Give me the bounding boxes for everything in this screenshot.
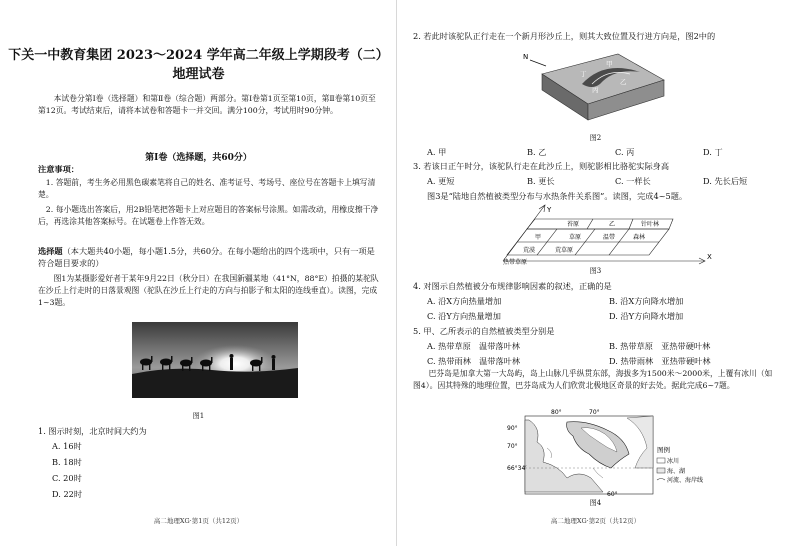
q5-option-a: A. 热带草原 温带落叶林 [427,341,520,351]
right-page [397,0,794,546]
fig4-lon-70: 70° [589,409,600,416]
fig4-legend-title: 图例 [657,446,670,454]
fig3-label-yi: 乙 [609,221,616,228]
q2-option-a: A. 甲 [427,147,447,157]
q5-option-b: B. 热带草原 亚热带硬叶林 [609,341,711,351]
fig3-label-desert: 荒漠 [523,247,536,254]
q4-option-d: D. 沿Y方向降水增加 [609,311,684,321]
fig4-lon-80: 80° [551,409,562,416]
figure-3-caption: 图3 [589,267,602,275]
passage-1: 图1为某摄影爱好者于某年9月22日（秋分日）在我国新疆某地（41°N，88°E）拍摄的某驼队在沙丘上行走时的日落景观图（驼队在沙丘上行走的方向与拍影子和太阳的连线垂直）。读图，完成1~3题。 [38,274,379,307]
fig3-label-jia: 甲 [535,234,542,241]
q3-option-d: D. 先长后短 [703,176,748,186]
question-5: 5. 甲、乙所表示的自然植被类型分别是 [413,326,555,336]
q3-option-c: C. 一样长 [615,176,651,186]
q2-option-b: B. 乙 [527,147,547,157]
q1-option-d: D. 22时 [52,489,83,499]
fig3-label-coniferous: 针叶林 [641,221,660,228]
figure-2-crescent-dune [522,44,672,132]
q1-option-a: A. 16时 [52,441,82,451]
q1-option-b: B. 18时 [52,457,82,467]
question-2: 2. 若此时该驼队正行走在一个新月形沙丘上，则其大致位置及行进方向是，图2中的 [413,31,716,41]
fig3-label-tropical: 热带草原 [503,259,528,265]
q3-option-a: A. 更短 [427,176,455,186]
question-1: 1. 图示时刻，北京时间大约为 [38,426,147,436]
q2-option-c: C. 丙 [615,147,635,157]
exam-intro: 本试卷分第Ⅰ卷（选择题）和第Ⅱ卷（综合题）两部分。第Ⅰ卷第1页至第10页，第Ⅱ卷第10页至第12页。考试结束后，请将本试卷和答题卡一并交回。满分100分，考试用时90分钟。 [38,94,376,115]
fig3-label-forest: 森林 [633,234,646,241]
fig3-label-grassland: 草原 [569,234,582,241]
fig2-label-yi: 乙 [620,78,627,86]
page-footer-1: 高二地理XG·第1页（共12页） [153,517,244,525]
fig4-lon-90: 90° [507,425,518,432]
note-2: 2. 每小题选出答案后，用2B铅笔把答题卡上对应题目的答案标号涂黑。如需改动，用橡皮擦干净后，再选涂其他答案标号。在试题卷上作答无效。 [38,205,379,226]
figure-4-baffin-map [507,408,707,498]
choice-instructions [38,245,382,269]
choice-heading: 选择题 [38,246,63,256]
q5-option-c: C. 热带雨林 温带落叶林 [427,356,521,366]
part1-title: 第Ⅰ卷（选择题，共60分） [145,153,252,163]
fig4-lon-60: 60° [607,491,618,498]
fig4-legend-river: 河流、海岸线 [667,477,704,484]
fig3-label-tundra: 苔原 [567,221,580,228]
figure-4-caption: 图4 [589,499,602,507]
fig4-legend-glacier: 冰川 [667,458,680,465]
passage-2: 巴芬岛是加拿大第一大岛屿，岛上山脉几乎纵贯东部，海拔多为1500米～2000米，上覆有冰川（如图4）。因其特殊的地理位置，巴芬岛成为人们欣赏北极地区奇景的好去处。据此完成6~7题。 [413,369,773,390]
q4-option-b: B. 沿X方向降水增加 [609,296,684,306]
fig2-label-jia: 甲 [606,60,613,68]
page-footer-2: 高二地理XG·第2页（共12页） [550,517,641,525]
fig3-axis-x: X [707,253,712,261]
fig4-lat-6634: 66°34′ [507,465,527,472]
note-1: 1. 答题前，考生务必用黑色碳素笔将自己的姓名、准考证号、考场号、座位号在答题卡上填写清楚。 [38,178,376,199]
q5-option-d: D. 热带雨林 亚热带硬叶林 [609,356,711,366]
fig3-label-steppe: 荒草原 [555,247,574,254]
q3-option-b: B. 更长 [527,176,555,186]
choice-text: （本大题共40小题，每小题1.5分，共60分。在每小题给出的四个选项中，只有一项是符合题目要求的） [38,246,375,268]
fig4-lat-70: 70° [507,443,518,450]
notes-heading: 注意事项： [38,164,79,174]
figure-1-caption: 图1 [192,412,205,420]
question-4: 4. 对图示自然植被分布规律影响因素的叙述，正确的是 [413,281,612,291]
q1-option-c: C. 20时 [52,473,82,483]
fig3-label-temperate: 温带 [603,234,616,241]
fig2-label-bing: 丙 [592,86,599,94]
fig2-north-label: N [523,53,529,61]
figure-3-intro: 图3是“陆地自然植被类型分布与水热条件关系图”。读图，完成4~5题。 [427,191,688,201]
exam-subtitle: 地理试卷 [172,67,225,82]
fig4-legend [657,445,703,484]
q4-option-c: C. 沿Y方向热量增加 [427,311,501,321]
q4-option-a: A. 沿X方向热量增加 [427,296,502,306]
figure-3-vegetation-diagram [483,203,715,265]
q2-option-d: D. 丁 [703,147,723,157]
figure-1-camel-sunset [132,322,298,398]
question-3: 3. 若该日正午时分，该驼队行走在此沙丘上，则驼影相比骆驼实际身高 [413,161,670,171]
figure-2-caption: 图2 [589,134,602,142]
exam-title: 下关一中教育集团 2023～2024 学年高二年级上学期段考（二） [8,48,389,63]
fig4-legend-sea: 海、湖 [667,468,686,475]
fig2-label-ding: 丁 [580,70,587,78]
fig3-axis-y: Y [547,206,552,214]
